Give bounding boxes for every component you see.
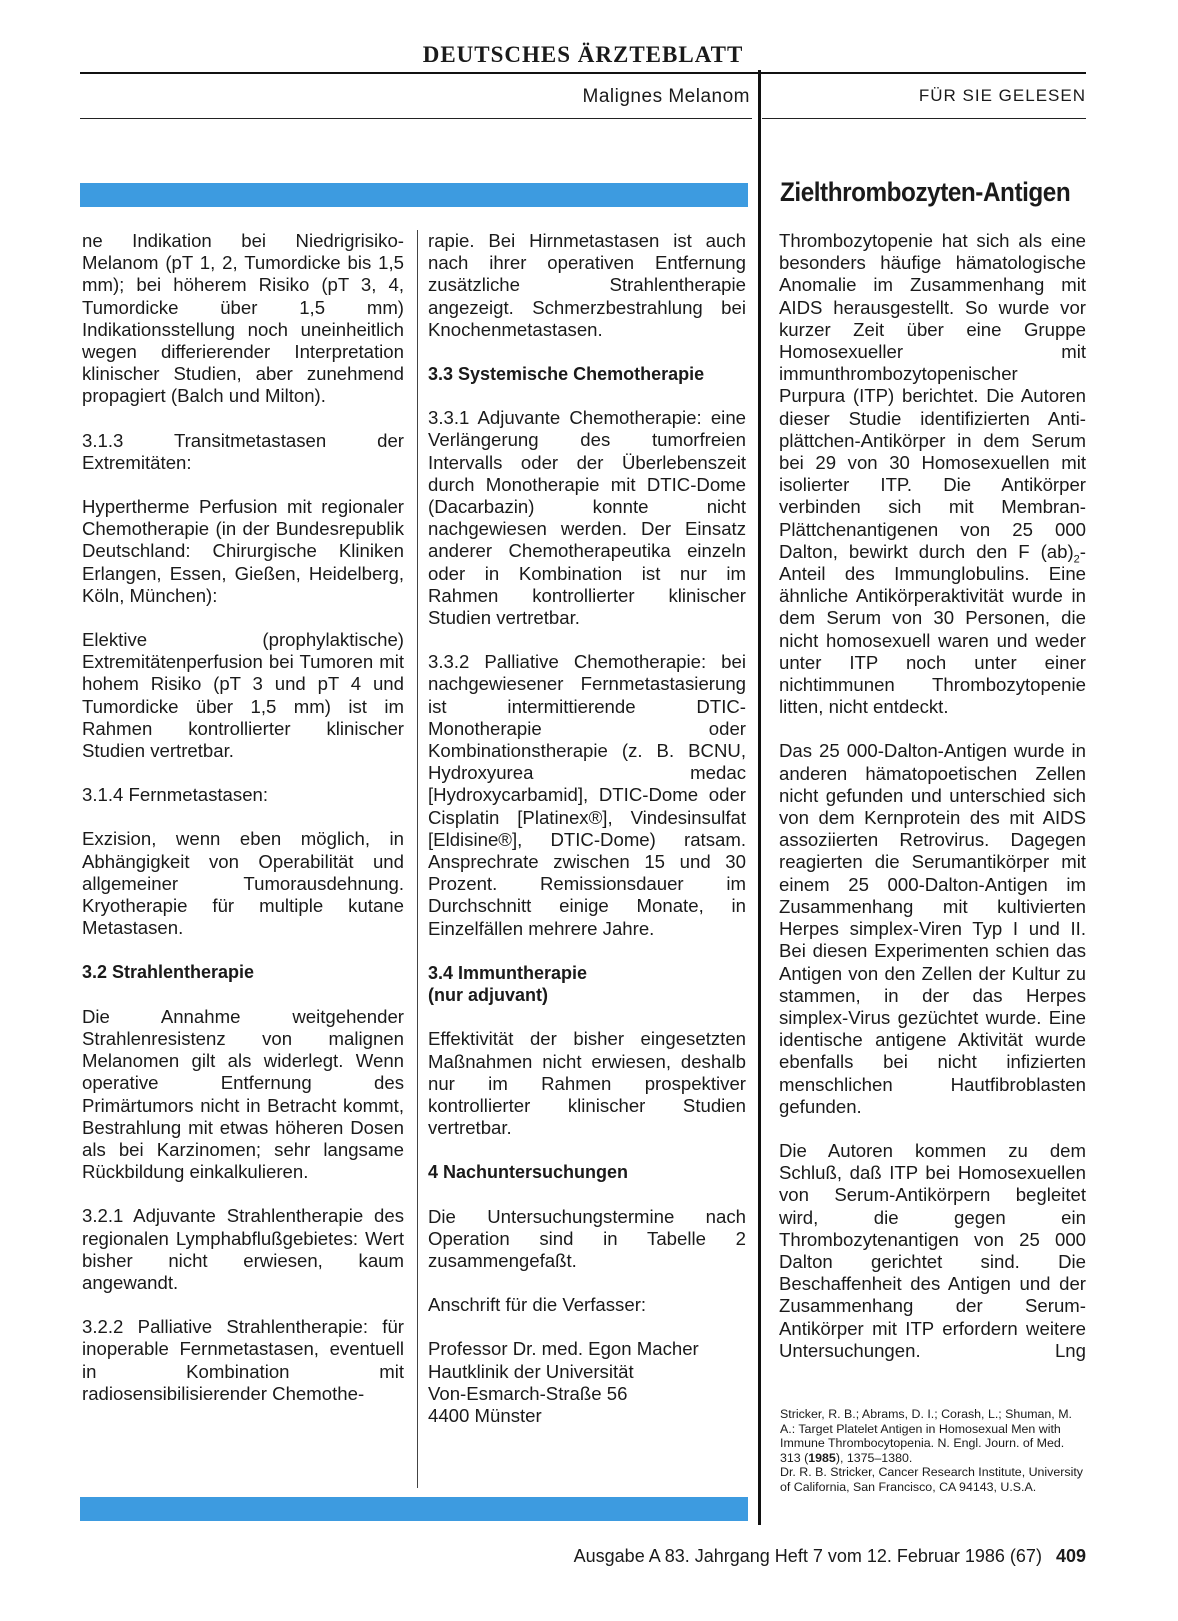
text-column-2 <box>428 230 746 1427</box>
reference: Dr. R. B. Stricker, Cancer Research Institute, University of California, San Francisco, CA 94143, U.S.A. <box>780 1465 1083 1494</box>
section-heading: 3.2 Strahlentherapie <box>82 962 255 983</box>
author-address <box>428 1338 746 1427</box>
text-run: -Anteil des Immunglobulins. Eine ähnliche Antikörperaktivität wurde in dem Serum von 30 Personen, die nicht homosexuell waren und weder unter ITP noch unter einer nichtimmunen Thrombozytopenie litten, nicht entdeckt. <box>779 540 1086 718</box>
heading-line: 3.4 Immuntherapie <box>428 962 588 983</box>
text-run: Thrombozytopenie hat sich als eine besonders häufige hämatologische Anomalie im Zusammenhang mit AIDS herausgestellt. So wurde vor kurzer Zeit über eine Gruppe Homosexueller mit immunthrombozytopenischer Purpura (ITP) berichtet. Die Autoren dieser Studie identifizierten Anti-plättchen-Antikörper in dem Serum bei 29 von 30 Homosexuellen mit isolierter ITP. Die Antikörper verbinden sich mit Membran-Plättchenantigenen von 25 000 Dalton, bewirkt durch den F (ab) <box>779 230 1086 562</box>
section-heading: 3.3 Systemische Chemotherapie <box>428 364 705 385</box>
paragraph <box>779 230 1086 718</box>
column-label: FÜR SIE GELESEN <box>918 86 1086 105</box>
blue-band-bottom <box>80 1497 748 1521</box>
address-line: Professor Dr. med. Egon Macher <box>428 1338 699 1360</box>
ref-year: 1985 <box>808 1450 836 1465</box>
author-signature: Lng <box>1054 1339 1086 1361</box>
paragraph: 3.3.1 Adjuvante Chemotherapie: eine Verlängerung des tumorfreien Intervalls oder der Überlebenszeit durch Monotherapie mit DTIC-Dome (Dacarbazin) konnte nicht nachgewiesen werden. Der Einsatz anderer Chemotherapeutika einzeln oder in Kombination ist nur im Rahmen kontrollierter klinischer Studien vertretbar. <box>428 407 746 629</box>
paragraph: Die Annahme weitgehender Strahlenresistenz von malignen Melanomen gilt als widerlegt. Wenn operative Entfernung des Primärtumors nicht in Betracht kommt, Bestrahlung mit etwas höheren Dosen als bei Karzinomen; sehr langsame Rückbildung einkalkulieren. <box>82 1005 404 1183</box>
section-heading <box>428 962 746 1006</box>
paragraph: 3.2.2 Palliative Strahlentherapie: für inoperable Fernmetastasen, eventuell in Kombination mit radiosensibilisierender Chemothe- <box>82 1316 404 1404</box>
masthead-rule <box>80 72 1086 74</box>
address-line: Hautklinik der Universität <box>428 1360 634 1382</box>
vertical-divider <box>758 70 761 1525</box>
paragraph: Exzision, wenn eben möglich, in Abhängigkeit von Operabilität und allgemeiner Tumorausdehnung. Kryotherapie für multiple kutane Metastasen. <box>82 828 404 939</box>
paragraph: Die Untersuchungstermine nach Operation sind in Tabelle 2 zusammengefaßt. <box>428 1205 746 1271</box>
page-footer <box>80 1546 1086 1567</box>
paragraph: rapie. Bei Hirnmetastasen ist auch nach ihrer operativen Entfernung zusätzliche Strahlentherapie angezeigt. Schmerzbestrahlung bei Knochenmetastasen. <box>428 230 746 340</box>
paragraph: 3.1.3 Transitmetastasen der Extremitäten: <box>82 429 404 473</box>
paragraph: Das 25 000-Dalton-Antigen wurde in anderen hämatopoetischen Zellen nicht gefunden und unterschied sich von dem Kernprotein des mit AIDS assoziierten Retrovirus. Dagegen reagierten die Serumantikörper mit einem 25 000-Dalton-Antigen im Zusammenhang mit kultivierten Herpes simplex-Viren Typ I und II. Bei diesen Experimenten schien das Antigen von den Zellen der Kultur zu stammen, in der das Herpes simplex-Virus gezüchtet wurde. Eine identische antigene Aktivität wurde ebenfalls bei nicht infizierten menschlichen Hautfibroblasten gefunden. <box>779 740 1086 1117</box>
address-heading: Anschrift für die Verfasser: <box>428 1294 647 1316</box>
text-column-3 <box>779 230 1086 1384</box>
references <box>780 1407 1086 1495</box>
article-title: Zielthrombozyten-Antigen <box>780 177 1071 207</box>
subscript: 2 <box>1073 553 1080 566</box>
paragraph: Elektive (prophylaktische) Extremitätenperfusion bei Tumoren mit hohem Risiko (pT 3 und pT 4 und Tumordicke über 1,5 mm) ist im Rahmen kontrollierter klinischer Studien vertretbar. <box>82 629 404 762</box>
paragraph: Hypertherme Perfusion mit regionaler Chemotherapie (in der Bundesrepublik Deutschland: Chirurgische Kliniken Erlangen, Essen, Gießen, Heidelberg, Köln, München): <box>82 496 404 606</box>
heading-line: (nur adjuvant) <box>428 985 548 1006</box>
paragraph: 3.2.1 Adjuvante Strahlentherapie des regionalen Lymphabflußgebietes: Wert bisher nicht erwiesen, kaum angewandt. <box>82 1205 404 1293</box>
reference <box>780 1407 1086 1465</box>
blue-band-top <box>80 183 748 207</box>
text-column-1 <box>82 230 404 1427</box>
section-heading: 4 Nachuntersuchungen <box>428 1162 629 1183</box>
address-line: Von-Esmarch-Straße 56 <box>428 1382 628 1404</box>
section-label: Malignes Melanom <box>582 86 750 107</box>
page-number: 409 <box>1055 1546 1086 1566</box>
paragraph: ne Indikation bei Niedrigrisiko-Melanom (pT 1, 2, Tumordicke bis 1,5 mm); bei höherem Risiko (pT 3, 4, Tumordicke über 1,5 mm) Indikationsstellung noch uneinheitlich wegen differierender Interpretation klinischer Studien, aber zunehmend propagiert (Balch und Milton). <box>82 230 404 407</box>
issue-info: Ausgabe A 83. Jahrgang Heft 7 vom 12. Februar 1986 (67) <box>573 1546 1042 1566</box>
paragraph <box>779 1140 1086 1362</box>
text-run: Die Autoren kommen zu dem Schluß, daß ITP bei Homosexuellen von Serum-Antikörpern begleitet wird, die gegen ein Thrombozytenantigen von 25 000 Dalton gerichtet sind. Die Beschaffenheit des Antigen und der Zusammenhang der Serum-Antikörper mit ITP erfordern weitere Untersuchungen. <box>779 1139 1086 1361</box>
section-rule <box>80 118 752 119</box>
paragraph: 3.1.4 Fernmetastasen: <box>82 784 269 806</box>
text-run: ), 1375–1380. <box>835 1450 913 1465</box>
address-line: 4400 Münster <box>428 1404 542 1426</box>
column-rule <box>762 118 1086 119</box>
text-run: Stricker, R. B.; Abrams, D. I.; Corash, L.; Shuman, M. A.: Target Platelet Antigen in Homosexual Men with Immune Thrombocytopenia. N. Engl. Journ. of Med. 313 ( <box>780 1407 1072 1465</box>
paragraph: 3.3.2 Palliative Chemotherapie: bei nachgewiesener Fernmetastasierung ist intermittierende DTIC-Monotherapie oder Kombinationstherapie (z. B. BCNU, Hydroxyurea medac [Hydroxycarbamid], DTIC-Dome oder Cisplatin [Platinex®], Vindesinsulfat [Eldisine®], DTIC-Dome) ratsam. Ansprechrate zwischen 15 und 30 Prozent. Remissionsdauer im Durchschnitt einige Monate, in Einzelfällen mehrere Jahre. <box>428 651 746 939</box>
journal-masthead: DEUTSCHES ÄRZTEBLATT <box>422 42 744 67</box>
column-divider <box>417 230 418 1488</box>
paragraph: Effektivität der bisher eingesetzten Maßnahmen nicht erwiesen, deshalb nur im Rahmen prospektiver kontrollierter klinischer Studien vertretbar. <box>428 1028 746 1139</box>
